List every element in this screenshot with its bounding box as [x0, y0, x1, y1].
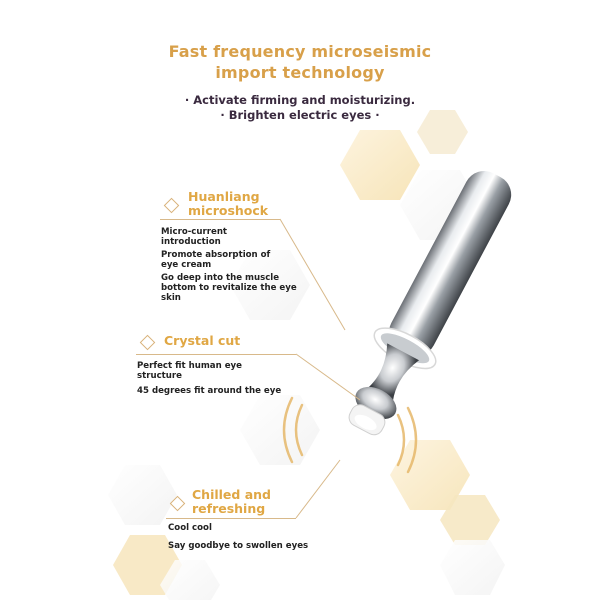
feature-title: Crystal cut	[164, 333, 241, 348]
headline-line-2: import technology	[215, 63, 385, 82]
subtitle-line-1: · Activate firming and moisturizing.	[184, 93, 416, 107]
feature-description: Perfect fit human eye structure 45 degrees fit around the eye	[137, 361, 282, 396]
feature-description: Cool cool Say goodbye to swollen eyes	[168, 523, 309, 551]
feature-title: Huanliang microshock	[188, 189, 269, 218]
connector-line	[296, 460, 340, 518]
connector-line	[280, 219, 345, 330]
headline-line-1: Fast frequency microseismic	[168, 42, 432, 61]
subtitle-line-2: · Brighten electric eyes ·	[220, 108, 380, 122]
feature-title: Chilled and refreshing	[192, 487, 271, 516]
feature-description: Micro-current introduction Promote absorption of eye cream Go deep into the muscle bottom to revitalize the eye skin	[161, 227, 297, 303]
connector-line	[296, 354, 360, 400]
